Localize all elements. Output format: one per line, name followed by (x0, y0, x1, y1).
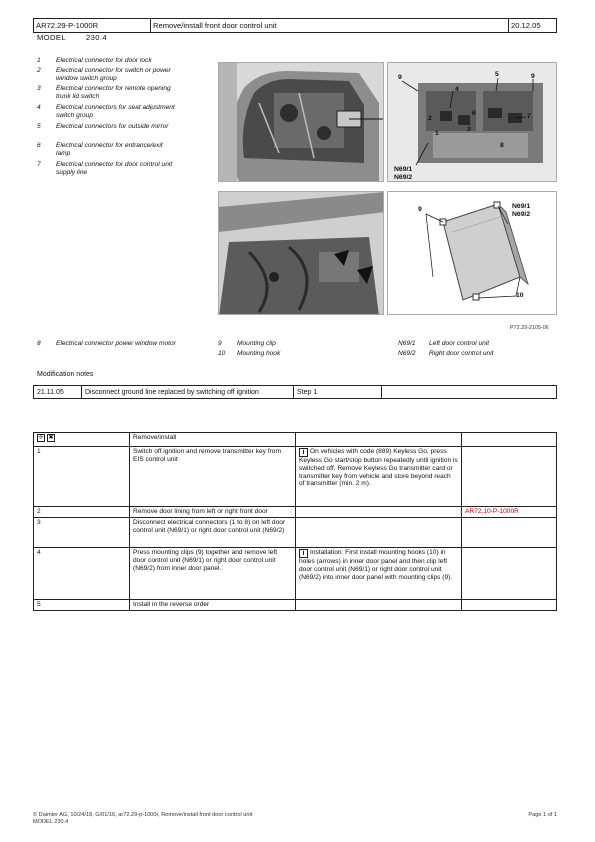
step-num: 2 (34, 507, 130, 518)
callout-n69-1: N69/1 (512, 203, 531, 210)
legend-num: 6 (37, 142, 41, 149)
legend-num: 4 (37, 104, 41, 111)
callout-9: 9 (398, 74, 402, 81)
modification-notes-title: Modification notes (37, 371, 94, 378)
model-line (37, 33, 107, 42)
callout-10: 10 (516, 292, 524, 299)
doc-id: AR72.29-P-1000R (34, 19, 151, 33)
step-text: Disconnect electrical connectors (1 to 8) on left door control unit (N69/1) or right door control unit (N69/2) (130, 518, 296, 548)
doc-title: Remove/install front door control unit (151, 19, 509, 33)
door-interior-illustration (219, 63, 384, 182)
step-num: 1 (34, 447, 130, 507)
mod-text: Disconnect ground line replaced by switching off ignition (82, 386, 294, 399)
legend-text: Electrical connector for door control unit supply line (56, 161, 173, 176)
legend-text: Right door control unit (429, 350, 494, 357)
table-row (34, 507, 557, 518)
mod-empty (382, 386, 557, 399)
modification-notes-table (33, 385, 557, 399)
info-icon: i (299, 448, 308, 457)
callout-9: 9 (418, 206, 422, 213)
step-note (296, 518, 462, 548)
footer-line-1: © Daimler AG, 10/24/18, G/01/16, ar72.29-p-1000r, Remove/install front door control unit (33, 812, 253, 818)
legend-num: 9 (218, 340, 222, 347)
tool-icons-cell (34, 433, 130, 447)
legend-num: 1 (37, 57, 41, 64)
legend-num: N69/1 (398, 340, 416, 347)
step-text: Press mounting clips (9) together and remove left door control unit (N69/1) or right door control unit (N69/2) from inner door panel. (130, 548, 296, 600)
info-icon: i (299, 549, 308, 558)
callout-5: 5 (495, 71, 499, 78)
legend-num: 8 (37, 340, 41, 347)
step-ref (462, 600, 557, 611)
wrench-icon: ✖ (48, 435, 54, 441)
step-ref-link-text[interactable]: AR72.10-P-1000R (465, 508, 519, 515)
step-text: Install in the reverse order (130, 600, 296, 611)
legend-num: 7 (37, 161, 41, 168)
mod-step: Step 1 (294, 386, 382, 399)
callout-n69-2: N69/2 (394, 174, 413, 181)
legend-num: N69/2 (398, 350, 416, 357)
table-row (34, 600, 557, 611)
callout-2: 2 (428, 115, 432, 122)
step-ref-link[interactable] (462, 507, 557, 518)
model-label: MODEL (37, 33, 67, 42)
photo-door-interior (218, 62, 384, 182)
page-number: Page 1 of 1 (528, 812, 557, 818)
photo-door-mounting-holes (218, 191, 384, 315)
legend-num: 10 (218, 350, 226, 357)
legend-text: Left door control unit (429, 340, 490, 347)
callout-3: 3 (467, 126, 471, 133)
step-note: On vehicles with code (889) Keyless Go, press Keyless Go start/stop button repeatedly until ignition is switched off. Remove Keyless Go transmitter card or transmitter key from vehicle and store beyond reach of transmitter (min. 2 m). (299, 448, 458, 488)
callout-n69-2: N69/2 (512, 211, 531, 218)
table-row (34, 386, 557, 399)
callout-n69-1: N69/1 (394, 166, 413, 173)
callout-9: 9 (531, 73, 535, 80)
legend-text: Mounting clip (237, 340, 276, 347)
drawing-control-unit-mounting (387, 191, 557, 315)
legend-text: Electrical connector power window motor (56, 340, 176, 347)
doc-date: 20.12.05 (509, 19, 557, 33)
legend-text: Electrical connectors for outside mirror (56, 123, 169, 130)
footer-line-2: MODEL 230.4 (33, 819, 69, 825)
callout-6: 6 (472, 110, 476, 117)
model-value: 230.4 (86, 33, 108, 42)
steps-table (33, 432, 557, 611)
callout-7: 7 (527, 113, 531, 120)
steps-header-label: Remove/install (130, 433, 296, 447)
step-note-cell (296, 447, 462, 507)
control-unit-mounting-drawing (388, 192, 557, 315)
steps-header-ref (462, 433, 557, 447)
step-note (296, 507, 462, 518)
table-row (34, 518, 557, 548)
legend-text: Electrical connector for remote opening trunk lid switch (56, 85, 171, 100)
figure-reference: P72.29-2105-06 (510, 325, 549, 331)
step-ref (462, 548, 557, 600)
table-row (34, 548, 557, 600)
legend-top (37, 57, 197, 177)
legend-num: 2 (37, 67, 41, 74)
legend-text: Electrical connector for entrance/exit lamp (56, 142, 163, 157)
step-text: Switch off ignition and remove transmitter key from EIS control unit (130, 447, 296, 507)
legend-num: 3 (37, 85, 41, 92)
callout-1: 1 (435, 130, 439, 137)
table-row (34, 447, 557, 507)
table-row (34, 433, 557, 447)
step-num: 5 (34, 600, 130, 611)
control-unit-connectors-illustration (388, 63, 557, 182)
steps-header-note (296, 433, 462, 447)
legend-text: Electrical connectors for seat adjustment switch group (56, 104, 175, 119)
step-num: 3 (34, 518, 130, 548)
legend-text: Electrical connector for door lock (56, 57, 152, 64)
legend-text: Electrical connector for switch or power window switch group (56, 67, 171, 82)
step-note-cell (296, 548, 462, 600)
page-footer (33, 812, 557, 826)
step-note (296, 600, 462, 611)
step-note: Installation: First install mounting hooks (10) in holes (arrows) in inner door panel and then clip left door control unit (N69/1) or right door control unit (N69/2) into inner door panel with mounting clips (9). (299, 549, 453, 581)
step-text: Remove door lining from left or right front door (130, 507, 296, 518)
legend-text: Mounting hook (237, 350, 281, 357)
step-ref (462, 447, 557, 507)
mod-date: 21.11.05 (34, 386, 82, 399)
photo-control-unit-connectors (387, 62, 557, 182)
tool-icon: ✢ (38, 435, 44, 441)
door-mounting-holes-illustration (219, 192, 384, 315)
legend-num: 5 (37, 123, 41, 130)
callout-4: 4 (455, 86, 459, 93)
document-header (33, 18, 557, 33)
step-ref (462, 518, 557, 548)
step-num: 4 (34, 548, 130, 600)
callout-8: 8 (500, 142, 504, 149)
